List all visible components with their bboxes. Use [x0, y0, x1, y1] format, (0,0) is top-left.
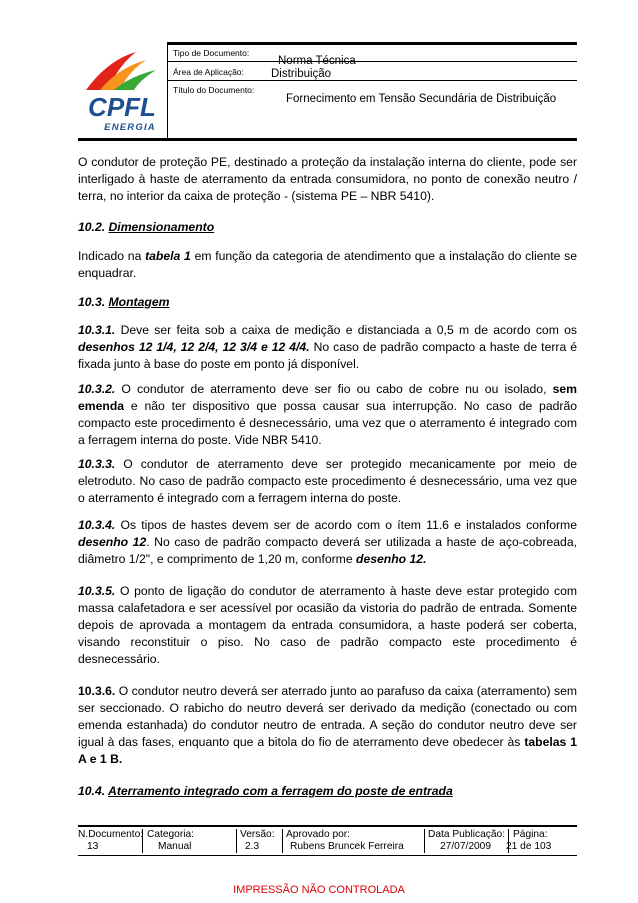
text-run: Deve ser feita sob a caixa de medição e distanciada a 0,5 m de acordo com os	[120, 323, 577, 337]
section-10-2-heading	[78, 220, 214, 234]
logo-wordmark: CPFL	[88, 92, 156, 122]
footer-bottom-rule	[78, 855, 577, 856]
version-value: 2.3	[245, 841, 260, 852]
text-run: No caso de padrão compacto a haste de terra é fixada junto à base do poste em ponto já disponível.	[78, 340, 577, 371]
section-title: Dimensionamento	[108, 220, 215, 234]
doc-type-value: Norma Técnica	[278, 55, 356, 67]
text-run: O ponto de ligação do condutor de aterramento à haste deve estar protegido com massa calafetadora e ser acessível por ocasião da vistoria do padrão de entrada. Somente depois de aprovada a montagem da entrada consumidora, a haste poderá ser coberta, visando reconstituir o piso. No caso de padrão compacto este procedimento é desnecessário.	[78, 584, 577, 666]
text-run: O condutor de aterramento deve ser fio ou cabo de cobre nu ou isolado,	[121, 382, 547, 396]
footer-top-rule	[78, 825, 577, 827]
emphasis: sem emenda	[78, 382, 578, 413]
paragraph-pe-conductor: O condutor de proteção PE, destinado a proteção da instalação interna do cliente, pode ser interligado à haste de aterramento da entrada consumidora, no ponto de conexão neutro / terra, no interior da caixa de proteção - (sistema PE – NBR 5410).	[78, 155, 577, 203]
header-top-rule	[167, 42, 577, 45]
item-number: 10.3.1.	[78, 323, 116, 337]
drawing-reference: desenho 12.	[356, 552, 427, 566]
section-10-4-heading	[78, 784, 453, 798]
doc-type-label: Tipo de Documento:	[173, 48, 250, 58]
approved-by-value: Rubens Bruncek Ferreira	[290, 841, 404, 852]
publication-date-value: 27/07/2009	[440, 841, 491, 852]
document-header	[78, 42, 577, 138]
paragraph-10-3-1	[78, 322, 577, 373]
header-divider	[167, 42, 168, 138]
document-title: Fornecimento em Tensão Secundária de Distribuição	[286, 93, 557, 105]
category-value: Manual	[158, 841, 192, 852]
text-run: . No caso de padrão compacto deverá ser utilizada a haste de aço-cobreada, diâmetro 1/2", e comprimento de 1,20 m, conforme	[78, 535, 577, 566]
section-number: 10.2.	[78, 220, 106, 234]
uncontrolled-print-notice: IMPRESSÃO NÃO CONTROLADA	[233, 884, 405, 896]
page-label: Página:	[513, 829, 548, 840]
doc-number-label: N.Documento:	[78, 829, 144, 840]
paragraph-10-3-3	[78, 456, 577, 507]
drawing-reference: desenhos 12 1/4, 12 2/4, 12 3/4 e 12 4/4.	[78, 340, 310, 354]
section-title: Aterramento integrado com a ferragem do poste de entrada	[108, 784, 453, 798]
paragraph-10-3-4	[78, 517, 577, 568]
text-run: O condutor de aterramento deve ser protegido mecanicamente por meio de eletroduto. No caso de padrão compacto este procedimento é desnecessário, uma vez que o aterramento é integrado com a ferragem interna do poste.	[78, 457, 577, 505]
text-run: e não ter dispositivo que possa causar sua interrupção. No caso de padrão compacto este procedimento é desnecessário, uma vez que o aterramento é integrado com a ferragem interna do poste. Vide NBR 5410.	[78, 399, 577, 447]
cpfl-logo-icon	[78, 42, 166, 138]
item-number: 10.3.5.	[78, 584, 116, 598]
footer-divider	[236, 829, 237, 853]
version-label: Versão:	[240, 829, 275, 840]
item-number: 10.3.6.	[78, 684, 116, 698]
item-number: 10.3.2.	[78, 382, 116, 396]
approved-by-label: Aprovado por:	[286, 829, 350, 840]
text-run: Indicado na	[78, 249, 142, 263]
footer-divider	[282, 829, 283, 853]
publication-date-label: Data Publicação:	[428, 829, 506, 840]
item-number: 10.3.3.	[78, 457, 116, 471]
area-label: Área de Aplicação:	[173, 67, 244, 77]
footer-divider	[424, 829, 425, 853]
item-number: 10.3.4.	[78, 518, 116, 532]
header-bottom-rule	[78, 138, 577, 141]
table-reference: tabelas 1 A e 1 B.	[78, 735, 578, 766]
paragraph-10-3-6	[78, 683, 577, 768]
title-label: Título do Documento:	[173, 85, 255, 95]
section-title: Montagem	[108, 295, 170, 309]
section-number: 10.4.	[78, 784, 106, 798]
doc-number-value: 13	[87, 841, 99, 852]
text-run: em função da categoria de atendimento que a instalação do cliente se enquadrar.	[78, 249, 578, 280]
table-reference: tabela 1	[145, 249, 191, 263]
paragraph-dimensionamento	[78, 248, 577, 282]
section-number: 10.3.	[78, 295, 106, 309]
logo-subtext: ENERGIA	[104, 122, 156, 133]
area-value: Distribuição	[271, 68, 332, 80]
paragraph-10-3-5	[78, 583, 577, 668]
paragraph-10-3-2	[78, 381, 577, 449]
text-run: O condutor neutro deverá ser aterrado junto ao parafuso da caixa (aterramento) sem ser seccionado. O rabicho do neutro deverá ser derivado da medição (conectado ou com emenda estanhada) do condutor neutro de entrada. A seção do condutor neutro deve ser igual à das fases, enquanto que a bitola do fio de aterramento deve obedecer às	[78, 684, 577, 749]
cpfl-logo	[78, 42, 166, 138]
header-rule	[167, 80, 577, 81]
drawing-reference: desenho 12	[78, 535, 147, 549]
section-10-3-heading	[78, 295, 169, 309]
header-rule	[167, 61, 577, 62]
text-run: Os tipos de hastes devem ser de acordo com o ítem 11.6 e instalados conforme	[120, 518, 577, 532]
category-label: Categoria:	[147, 829, 195, 840]
page-number-value: 21 de 103	[506, 841, 552, 852]
